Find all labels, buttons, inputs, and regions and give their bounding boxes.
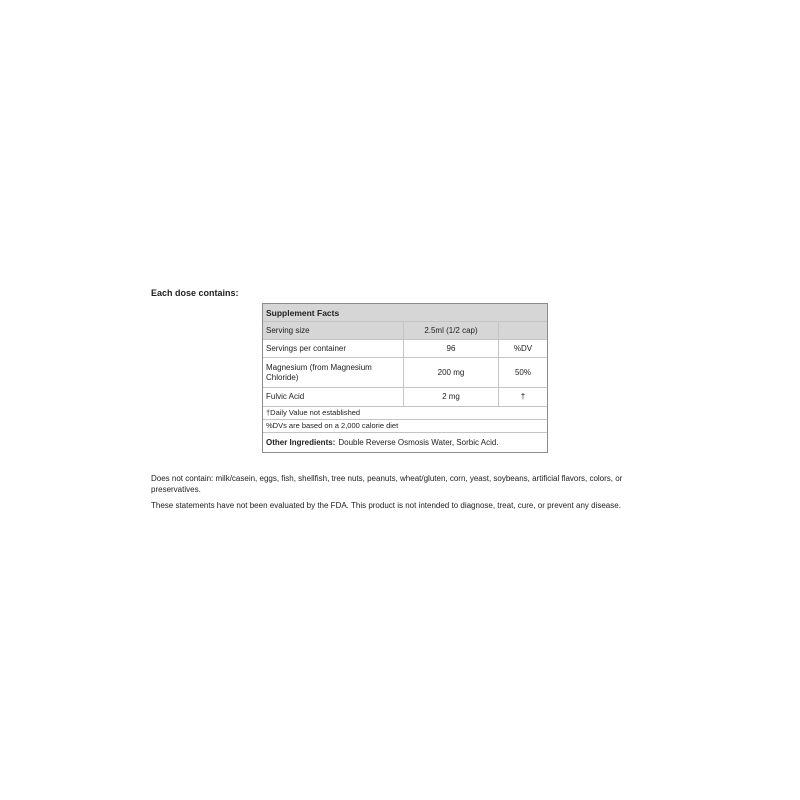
serving-size-row xyxy=(263,322,547,340)
nutrient-amount: 200 mg xyxy=(404,358,499,387)
dv-header: %DV xyxy=(513,343,533,353)
nutrient-dv: † xyxy=(520,392,526,401)
servings-per-container-label: Servings per container xyxy=(263,340,404,357)
servings-per-container-row xyxy=(263,340,547,358)
serving-size-value: 2.5ml (1/2 cap) xyxy=(404,322,499,339)
nutrient-name: Fulvic Acid xyxy=(263,388,404,406)
supplement-facts-table xyxy=(262,303,548,453)
other-ingredients xyxy=(263,433,547,452)
calorie-diet-footnote: %DVs are based on a 2,000 calorie diet xyxy=(263,420,547,433)
fda-disclaimer: These statements have not been evaluated by the FDA. This product is not intended to diagnose, treat, cure, or prevent any disease. xyxy=(151,501,621,510)
intro-heading: Each dose contains: xyxy=(151,288,239,298)
other-ingredients-text: Double Reverse Osmosis Water, Sorbic Acid. xyxy=(338,437,499,447)
nutrient-row xyxy=(263,388,547,407)
other-ingredients-label: Other Ingredients: xyxy=(266,437,336,447)
nutrient-dv: 50% xyxy=(514,367,531,377)
nutrient-row xyxy=(263,358,547,388)
servings-per-container-value: 96 xyxy=(404,340,499,357)
nutrient-amount: 2 mg xyxy=(404,388,499,406)
serving-size-label: Serving size xyxy=(263,322,404,339)
facts-title: Supplement Facts xyxy=(263,304,547,322)
allergen-disclaimer: Does not contain: milk/casein, eggs, fish, shellfish, tree nuts, peanuts, wheat/gluten, corn, yeast, soybeans, artificial flavors, colors, or preservatives. xyxy=(151,474,623,494)
nutrient-name: Magnesium (from Magnesium Chloride) xyxy=(263,358,404,387)
serving-size-dv xyxy=(499,322,547,339)
daily-value-footnote: †Daily Value not established xyxy=(263,407,547,420)
